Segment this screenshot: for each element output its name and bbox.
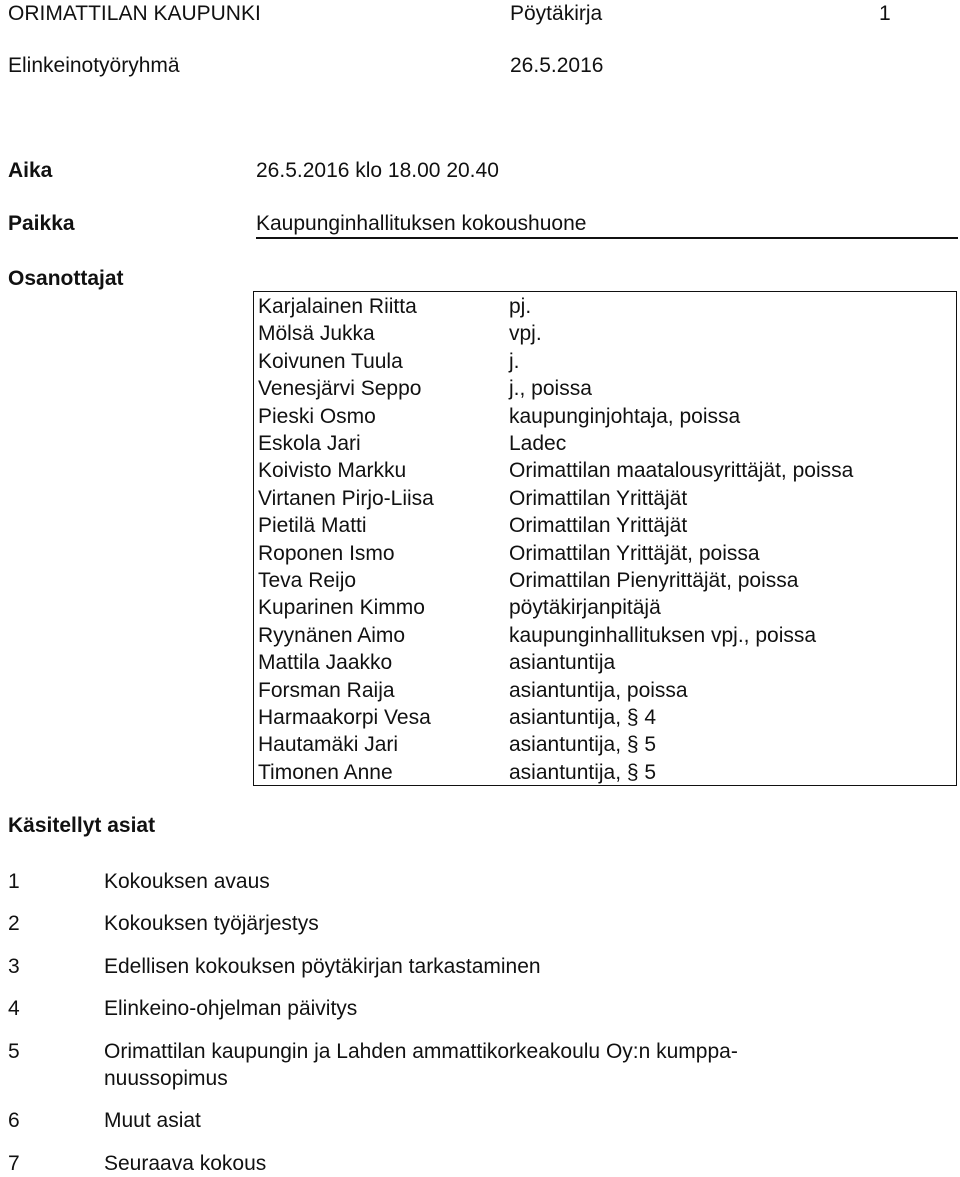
attendee-name: Teva Reijo	[258, 569, 357, 592]
place-label: Paikka	[8, 212, 75, 235]
attendee-role: Orimattilan Yrittäjät	[509, 486, 688, 510]
agenda-item-title: Orimattilan kaupungin ja Lahden ammattikorkeakoulu Oy:n kumppa- nuussopimus	[104, 1040, 738, 1090]
attendee-role: Orimattilan Yrittäjät	[509, 514, 688, 538]
agenda-item-number: 7	[8, 1152, 20, 1175]
attendee-row	[254, 539, 956, 566]
attendee-role: pj.	[509, 295, 532, 318]
attendee-role: Orimattilan Yrittäjät, poissa	[509, 541, 760, 565]
attendee-role: asiantuntija, poissa	[509, 678, 688, 702]
attendee-role: Ladec	[509, 432, 567, 455]
agenda-item-title: Muut asiat	[104, 1109, 201, 1132]
agenda-item-number: 1	[8, 870, 20, 893]
attendee-name: Timonen Anne	[258, 760, 393, 784]
attendee-name: Roponen Ismo	[258, 541, 395, 565]
organization-name: ORIMATTILAN KAUPUNKI	[8, 2, 261, 25]
agenda-item-title: Kokouksen työjärjestys	[104, 912, 319, 935]
place-value: Kaupunginhallituksen kokoushuone	[256, 212, 587, 235]
attendee-row	[254, 593, 956, 620]
attendee-row	[254, 511, 956, 538]
attendee-role: kaupunginhallituksen vpj., poissa	[509, 623, 817, 647]
page-number: 1	[879, 2, 891, 25]
agenda-label: Käsitellyt asiat	[8, 814, 156, 837]
attendee-name: Kuparinen Kimmo	[258, 596, 425, 620]
attendee-role: j.	[509, 349, 520, 373]
agenda-item-number: 3	[8, 955, 20, 978]
attendee-row	[254, 456, 956, 483]
attendee-row	[254, 566, 956, 593]
agenda-item-title: Elinkeino-ohjelman päivitys	[104, 997, 358, 1020]
attendee-row	[254, 347, 956, 374]
attendee-role: vpj.	[509, 322, 542, 346]
attendee-name: Koivunen Tuula	[258, 349, 403, 373]
attendee-row	[254, 648, 956, 675]
attendee-name: Eskola Jari	[258, 432, 361, 455]
attendee-row	[254, 374, 956, 401]
attendee-name: Venesjärvi Seppo	[258, 377, 422, 401]
working-group-name: Elinkeinotyöryhmä	[8, 54, 180, 77]
document-type: Pöytäkirja	[510, 2, 603, 25]
attendee-role: kaupunginjohtaja, poissa	[509, 404, 741, 428]
attendee-role: asiantuntija, § 5	[509, 760, 657, 784]
attendee-name: Virtanen Pirjo-Liisa	[258, 486, 434, 510]
attendee-name: Pietilä Matti	[258, 514, 367, 538]
attendee-row	[254, 703, 956, 730]
attendee-name: Mölsä Jukka	[258, 322, 375, 346]
attendee-row	[254, 730, 956, 757]
agenda-item-number: 5	[8, 1040, 20, 1063]
attendee-row	[254, 402, 956, 429]
time-label: Aika	[8, 159, 53, 182]
attendee-row	[254, 758, 956, 785]
attendee-role: asiantuntija, § 4	[509, 706, 657, 729]
agenda-item-title: Kokouksen avaus	[104, 870, 270, 893]
agenda-item-number: 6	[8, 1109, 20, 1132]
attendee-role: asiantuntija, § 5	[509, 733, 657, 757]
time-value: 26.5.2016 klo 18.00 20.40	[256, 159, 499, 182]
attendee-role: Orimattilan maatalousyrittäjät, poissa	[509, 459, 854, 483]
attendee-row	[254, 292, 956, 319]
attendee-name: Karjalainen Riitta	[258, 295, 417, 318]
agenda-item-title: Edellisen kokouksen pöytäkirjan tarkastaminen	[104, 955, 541, 978]
attendee-role: j., poissa	[509, 377, 592, 401]
attendee-name: Mattila Jaakko	[258, 651, 393, 675]
agenda-item-number: 2	[8, 912, 20, 935]
agenda-item-number: 4	[8, 997, 20, 1020]
attendee-name: Pieski Osmo	[258, 404, 376, 428]
attendees-label: Osanottajat	[8, 267, 124, 290]
attendee-role: pöytäkirjanpitäjä	[509, 596, 661, 620]
attendee-row	[254, 429, 956, 456]
agenda-item-title: Seuraava kokous	[104, 1152, 267, 1175]
attendees-table	[253, 291, 957, 786]
place-divider	[256, 237, 958, 239]
attendee-role: asiantuntija	[509, 651, 616, 675]
attendee-row	[254, 621, 956, 648]
attendee-name: Hautamäki Jari	[258, 733, 399, 757]
attendee-row	[254, 319, 956, 346]
attendee-role: Orimattilan Pienyrittäjät, poissa	[509, 569, 799, 592]
attendee-name: Forsman Raija	[258, 678, 395, 702]
document-date: 26.5.2016	[510, 54, 604, 77]
attendee-name: Harmaakorpi Vesa	[258, 706, 431, 729]
attendee-name: Ryynänen Aimo	[258, 623, 406, 647]
attendee-name: Koivisto Markku	[258, 459, 407, 483]
attendee-row	[254, 676, 956, 703]
attendee-row	[254, 484, 956, 511]
